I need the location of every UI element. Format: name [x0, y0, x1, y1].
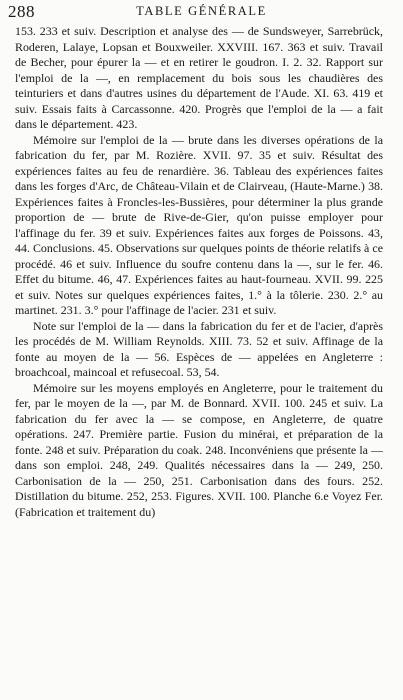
- index-paragraph: Mémoire sur les moyens employés en Angleterre, pour le traitement du fer, par le moyen de la —, par M. de Bonnard. XVII. 100. 245 et suiv. La fabrication du fer avec la — se compose, en Angleterre, de quatre opérations. 247. Première partie. Fusion du minérai, et préparation de la fonte. 248 et suiv. Préparation du coak. 248. Inconvéniens que présente la — dans son emploi. 248, 249. Qualités nécessaires dans la — 249, 250. Carbonisation de la — 250, 251. Carbonisation dans des fours. 252. Distillation du bitume. 252, 253. Figures. XVII. 100. Planche 6.e Voyez Fer. (Fabrication et traitement du): [15, 380, 383, 519]
- page-header: [0, 0, 403, 26]
- index-paragraph: Mémoire sur l'emploi de la — brute dans les diverses opérations de la fabrication du fer, par M. Rozière. XVII. 97. 35 et suiv. Résultat des expériences faites au feu de renardière. 36. Tableau des expériences faites dans les forges d'Arc, de Château-Vilain et de Clairveau, (Haute-Marne.) 38. Expériences faites à Froncles-les-Bussières, pour déterminer la plus grande proportion de — brute de Rive-de-Gier, qu'on puisse employer pour l'affinage du fer. 39 et suiv. Expériences faites aux forges de Poissons. 43, 44. Conclusions. 45. Observations sur quelques points de théorie relatifs à ce procédé. 46 et suiv. Influence du soufre contenu dans la —, sur le fer. 46. Effet du bitume. 46, 47. Expériences faites au haut-fourneau. XVII. 99. 225 et suiv. Notes sur quelques expériences faites, 1.° à la tôlerie. 230. 2.° au martinet. 231. 3.° pour l'affinage de l'acier. 231 et suiv.: [15, 132, 383, 317]
- running-title: TABLE GÉNÉRALE: [136, 4, 267, 18]
- index-entries: [15, 24, 383, 520]
- page-number: 288: [8, 2, 35, 21]
- index-paragraph: 153. 233 et suiv. Description et analyse des — de Sundsweyer, Sarrebrück, Roderen, Lalaye, Lopsan et Bouxweiler. XXVIII. 167. 363 et suiv. Travail de Becher, pour épurer la — et en retirer le goudron. I. 2. 32. Rapport sur l'emploi de la —, en remplacement du bois sous les chaudières des teinturiers et dans d'autres usines du département de l'Aude. XI. 63. 419 et suiv. Essais faits à Carcassonne. 420. Progrès que l'emploi de la — a fait dans le département. 423.: [15, 24, 383, 131]
- index-paragraph: Note sur l'emploi de la — dans la fabrication du fer et de l'acier, d'après les procédés de M. William Reynolds. XIII. 73. 52 et suiv. Affinage de la fonte au moyen de la — 56. Espèces de — appelées en Angleterre : broachcoal, maincoal et refusecoal. 53, 54.: [15, 318, 383, 379]
